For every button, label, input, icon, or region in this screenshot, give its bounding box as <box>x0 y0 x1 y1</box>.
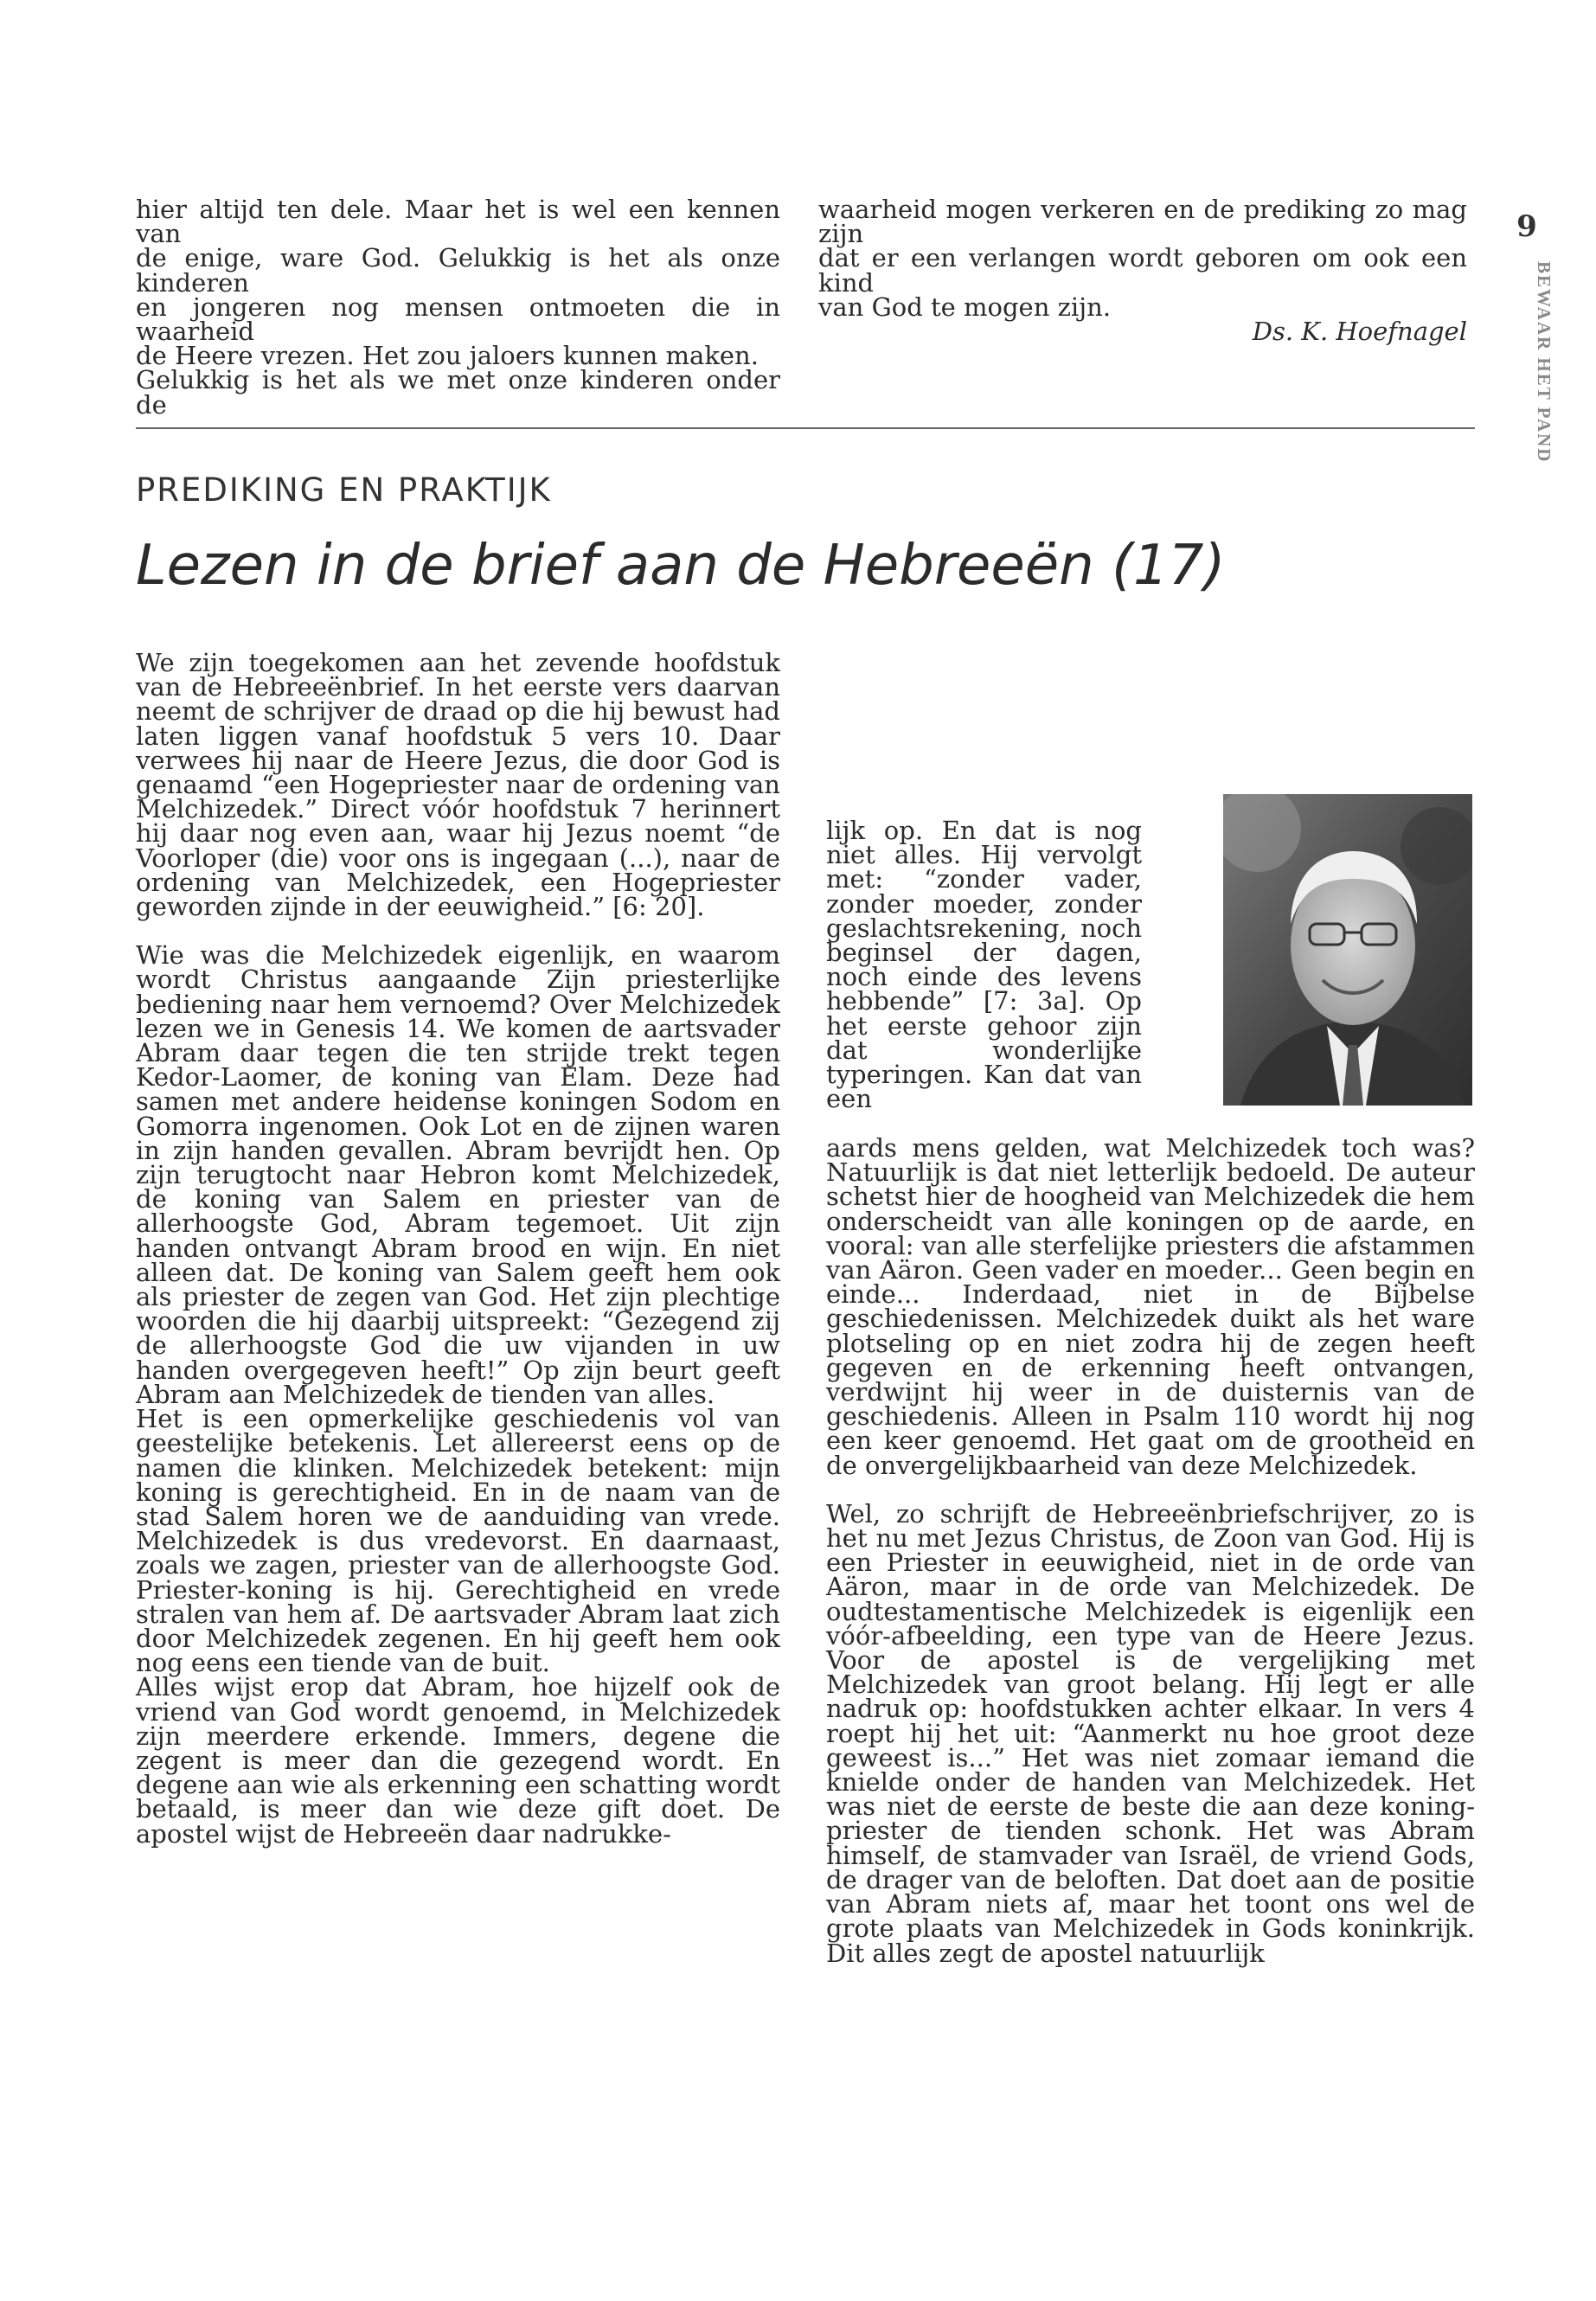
page-number: 9 <box>1516 209 1537 244</box>
section-label: PREDIKING EN PRAKTIJK <box>136 471 552 509</box>
section-divider <box>136 427 1475 429</box>
author-portrait-image <box>1223 794 1472 1106</box>
paragraph: Wel, zo schrijft de Hebreeënbriefschrijver, zo is het nu met Jezus Christus, de Zoon van God. Hij is een Priester in eeuwigheid, niet in de orde van Aäron, maar in de orde van Melchizedek. De oudtestamentische Melchizedek is eigenlijk een vóór-afbeelding, een type van de Heere Jezus. Voor de apostel is de vergelijking met Melchizedek van groot belang. Hij legt er alle nadruk op: hoofdstukken achter elkaar. In vers 4 roept hij het uit: “Aanmerkt nu hoe groot deze geweest is...” Het was niet zomaar iemand die knielde onder de handen van Melchizedek. Het was niet de eerste de beste die aan deze koning-priester de tienden schonk. Het was Abram himself, de stamvader van Israël, de vriend Gods, de drager van de beloften. Dat doet aan de positie van Abram niets af, maar het toont ons wel de grote plaats van Melchizedek in Gods koninkrijk. Dit alles zegt de apostel natuurlijk <box>826 1498 1475 1968</box>
text-line: de Heere vrezen. Het zou jaloers kunnen maken. <box>136 341 759 371</box>
author-photo <box>1223 794 1472 1106</box>
article-title: Lezen in de brief aan de Hebreeën (17) <box>136 534 1226 598</box>
article-left-column <box>136 648 780 1849</box>
text-line: de enige, ware God. Gelukkig is het als onze kinderen <box>136 243 780 298</box>
paragraph: Het is een opmerkelijke geschiedenis vol van geestelijke betekenis. Let allereerst eens op de namen die klinken. Melchizedek betekent: mijn koning is gerechtigheid. En in de naam van de stad Salem horen we de aanduiding van vrede. Melchizedek is dus vredevorst. En daarnaast, zoals we zagen, priester van de allerhoogste God. Priester-koning is hij. Gerechtigheid en vrede stralen van hem af. De aartsvader Abram laat zich door Melchizedek zegenen. En hij geeft hem ook nog eens een tiende van de buit. <box>136 1404 780 1678</box>
text-line: Gelukkig is het als we met onze kinderen onder de <box>136 365 780 420</box>
top-left-column <box>136 195 780 420</box>
top-right-column <box>818 195 1467 347</box>
article-wrap-text <box>826 816 1142 1114</box>
paragraph: aards mens gelden, wat Melchizedek toch was? Natuurlijk is dat niet letterlijk bedoeld. De auteur schetst hier de hoogheid van Melchizedek die hem onderscheidt van alle koningen op de aarde, en vooral: van alle sterfelijke priesters die afstammen van Aäron. Geen vader en moeder... Geen begin en einde... Inderdaad, niet in de Bijbelse geschiedenissen. Melchizedek duikt als het ware plotseling op en niet zodra hij de zegen heeft gegeven en de erkenning heeft ontvangen, verdwijnt hij weer in de duisternis van de geschiedenis. Alleen in Psalm 110 wordt hij nog een keer genoemd. Het gaat om de grootheid en de onvergelijkbaarheid van deze Melchizedek. <box>826 1133 1475 1480</box>
paragraph: Wie was die Melchizedek eigenlijk, en waarom wordt Christus aangaande Zijn priesterlijke bediening naar hem vernoemd? Over Melchizedek lezen we in Genesis 14. We komen de aartsvader Abram daar tegen die ten strijde trekt tegen Kedor-Laomer, de koning van Elam. Deze had samen met andere heidense koningen Sodom en Gomorra ingenomen. Ook Lot en de zijnen waren in zijn handen gevallen. Abram bevrijdt hen. Op zijn terugtocht naar Hebron komt Melchizedek, de koning van Salem en priester van de allerhoogste God, Abram tegemoet. Uit zijn handen ontvangt Abram brood en wijn. En niet alleen dat. De koning van Salem geeft hem ook als priester de zegen van God. Het zijn plechtige woorden die hij daarbij uitspreekt: “Gezegend zij de allerhoogste God die uw vijanden in uw handen overgegeven heeft!” Op zijn beurt geeft Abram aan Melchizedek de tienden van alles. <box>136 940 780 1409</box>
paragraph: lijk op. En dat is nog niet alles. Hij vervolgt met: “zonder vader, zonder moeder, zonder geslachtsrekening, noch beginsel der dagen, noch einde des levens hebbende” [7: 3a]. Op het eerste gehoor zijn dat wonderlijke typeringen. Kan dat van een <box>826 816 1142 1114</box>
text-line: hier altijd ten dele. Maar het is wel een kennen van <box>136 195 780 249</box>
running-title: BEWAAR HET PAND <box>1534 261 1554 464</box>
paragraph: We zijn toegekomen aan het zevende hoofdstuk van de Hebreeënbrief. In het eerste vers daarvan neemt de schrijver de draad op die hij bewust had laten liggen vanaf hoofdstuk 5 vers 10. Daar verwees hij naar de Heere Jezus, die door God is genaamd “een Hogepriester naar de ordening van Melchizedek.” Direct vóór hoofdstuk 7 herinnert hij daar nog even aan, waar hij Jezus noemt “de Voorloper (die) voor ons is ingegaan (...), naar de ordening van Melchizedek, een Hogepriester geworden zijnde in der eeuwigheid.” [6: 20]. <box>136 648 780 922</box>
paragraph: Alles wijst erop dat Abram, hoe hijzelf ook de vriend van God wordt genoemd, in Melchizedek zijn meerdere erkende. Immers, degene die zegent is meer dan die gezegend wordt. En degene aan wie als erkenning een schatting wordt betaald, is meer dan wie deze gift doet. De apostel wijst de Hebreeën daar nadrukke- <box>136 1672 780 1849</box>
signature: Ds. K. Hoefnagel <box>1252 317 1467 347</box>
text-line: dat er een verlangen wordt geboren om ook een kind <box>818 243 1467 298</box>
article-right-column <box>826 1133 1475 1968</box>
text-line: waarheid mogen verkeren en de prediking zo mag zijn <box>818 195 1467 249</box>
text-line: van God te mogen zijn. <box>818 292 1112 322</box>
text-line: en jongeren nog mensen ontmoeten die in waarheid <box>136 292 780 347</box>
